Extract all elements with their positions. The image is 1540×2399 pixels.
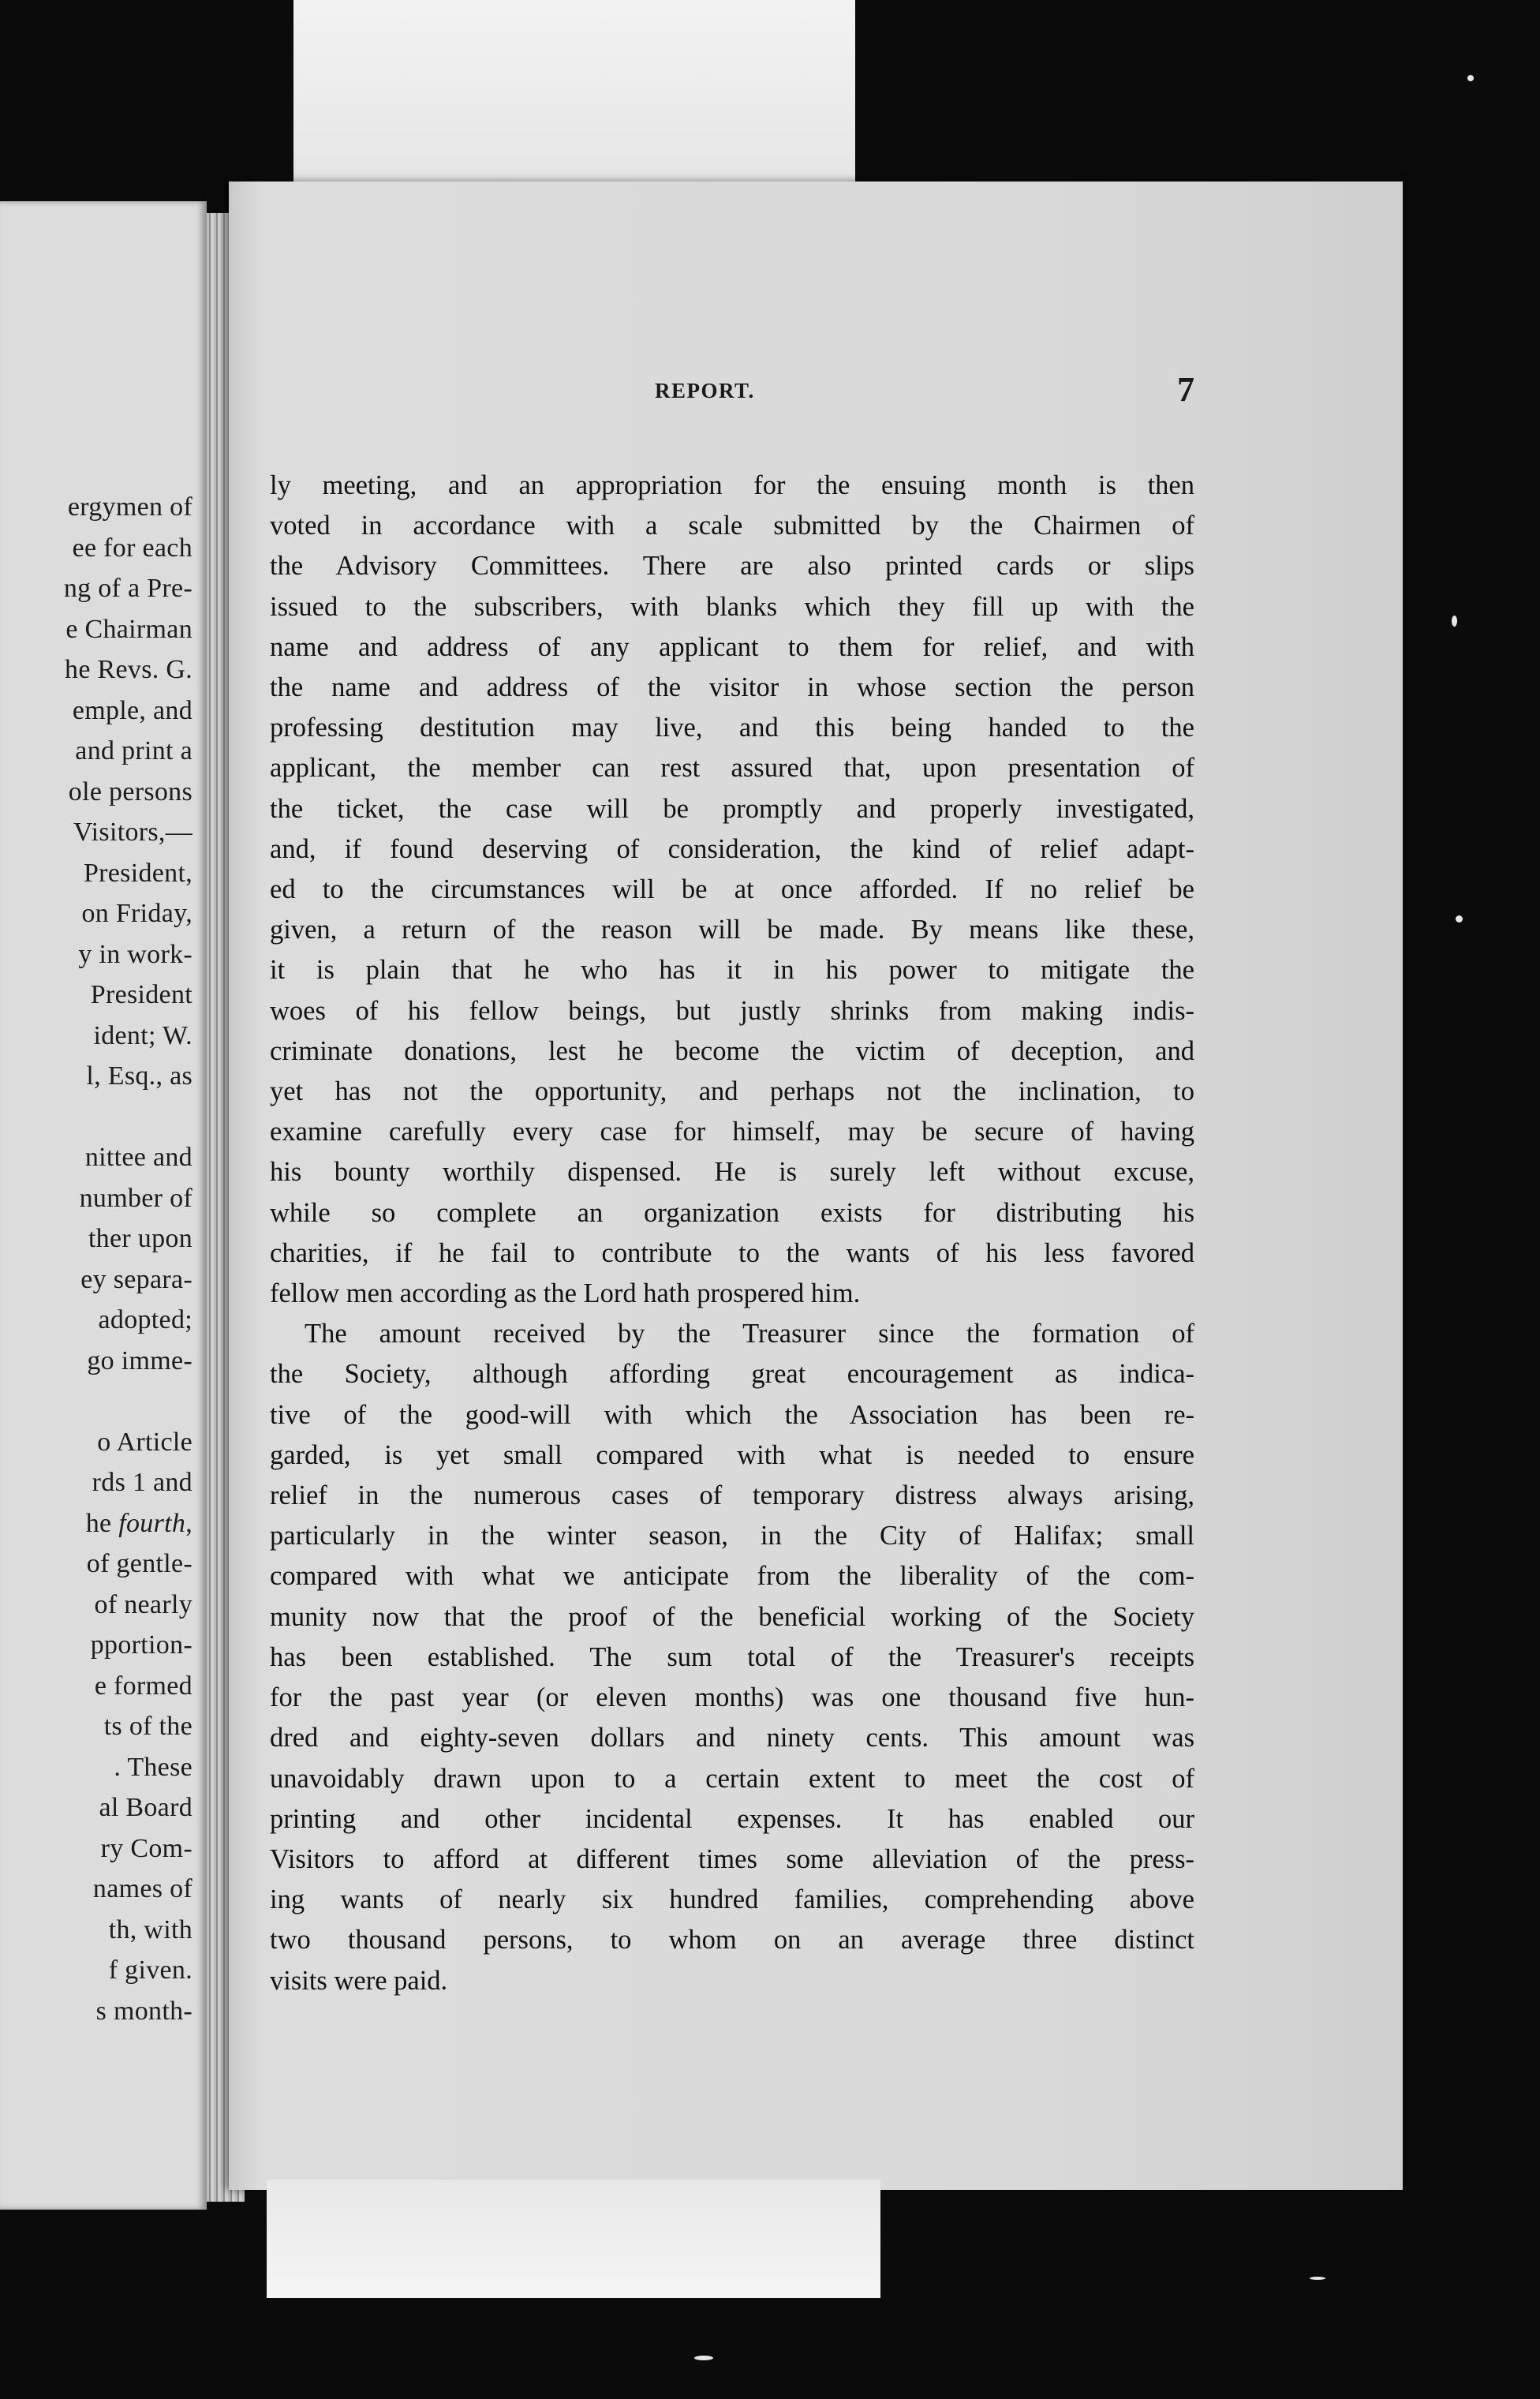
text-line: visits were paid. xyxy=(270,1965,448,1996)
text-line: munity now that the proof of the beneficial working of the Society xyxy=(270,1601,1194,1632)
previous-page-line: al Board xyxy=(99,1793,192,1822)
previous-page-line: . These xyxy=(114,1752,192,1782)
text-line: yet has not the opportunity, and perhaps not the inclination, to xyxy=(270,1076,1194,1107)
previous-page-line: pportion- xyxy=(90,1630,192,1660)
top-paper-strip xyxy=(293,0,855,189)
previous-page-line: names of xyxy=(92,1874,192,1903)
previous-page-line: of gentle- xyxy=(86,1549,192,1578)
text-line: fellow men according as the Lord hath prospered him. xyxy=(270,1278,861,1309)
dust-speck xyxy=(1467,75,1474,81)
text-line: charities, if he fail to contribute to the wants of his less favored xyxy=(270,1237,1194,1268)
previous-page-line: adopted; xyxy=(98,1305,192,1334)
text-line: The amount received by the Treasurer since the formation of xyxy=(305,1319,1194,1349)
previous-page-line: ng of a Pre- xyxy=(63,574,192,603)
previous-page-line: th, with xyxy=(108,1914,192,1944)
text-line: issued to the subscribers, with blanks which they fill up with the xyxy=(270,591,1194,622)
text-line: and, if found deserving of consideration, the kind of relief adapt- xyxy=(270,833,1194,864)
previous-page-line: l, Esq., as xyxy=(86,1061,192,1091)
text-line: compared with what we anticipate from the liberality of the com- xyxy=(270,1561,1194,1592)
running-head: REPORT. xyxy=(655,379,755,402)
previous-page-line xyxy=(0,1097,192,1138)
bottom-paper-strip xyxy=(267,2180,880,2298)
text-line: applicant, the member can rest assured that, upon presentation of xyxy=(270,753,1194,784)
previous-page-line: ey separa- xyxy=(80,1264,192,1294)
previous-page-text xyxy=(0,487,192,2031)
text-line: his bounty worthily dispensed. He is surely left without excuse, xyxy=(270,1157,1194,1188)
previous-page xyxy=(0,201,207,2210)
previous-page-line: nittee and xyxy=(84,1143,192,1172)
page-number: 7 xyxy=(1177,370,1194,409)
previous-page-line: ident; W. xyxy=(93,1020,192,1050)
previous-page-line: he Revs. G. xyxy=(65,655,192,684)
text-line: the name and address of the visitor in whose section the person xyxy=(270,672,1194,703)
previous-page-line: e formed xyxy=(94,1671,192,1701)
text-line: relief in the numerous cases of temporary distress always arising, xyxy=(270,1480,1194,1511)
report-page xyxy=(229,182,1403,2190)
text-line: dred and eighty-seven dollars and ninety cents. This amount was xyxy=(270,1723,1194,1753)
previous-page-line: number of xyxy=(79,1183,192,1213)
previous-page-line: ergymen of xyxy=(67,492,192,522)
text-line: particularly in the winter season, in the City of Halifax; small xyxy=(270,1521,1194,1551)
previous-page-line: y in work- xyxy=(78,939,192,969)
previous-page-line: go imme- xyxy=(87,1345,192,1375)
previous-page-line: he fourth, xyxy=(85,1508,192,1538)
text-line: ly meeting, and an appropriation for the ensuing month is then xyxy=(270,470,1194,500)
dust-speck xyxy=(694,2356,713,2360)
text-line: the Society, although affording great encouragement as indica- xyxy=(270,1359,1194,1390)
text-line: it is plain that he who has it in his power to mitigate the xyxy=(270,955,1194,986)
previous-page-line: President, xyxy=(83,858,192,888)
previous-page-line: ts of the xyxy=(103,1712,192,1741)
text-line: tive of the good-will with which the Association has been re- xyxy=(270,1399,1194,1430)
text-line: ed to the circumstances will be at once afforded. If no relief be xyxy=(270,874,1194,905)
previous-page-line: emple, and xyxy=(72,695,192,725)
text-line: two thousand persons, to whom on an average three distinct xyxy=(270,1925,1194,1956)
dust-speck xyxy=(1456,915,1463,923)
dust-speck xyxy=(1452,616,1457,627)
body-text xyxy=(270,466,1194,2001)
previous-page-line: ther upon xyxy=(88,1224,192,1253)
text-line: criminate donations, lest he become the victim of deception, and xyxy=(270,1035,1194,1066)
previous-page-line: ole persons xyxy=(68,777,192,807)
text-line: the ticket, the case will be promptly and properly investigated, xyxy=(270,793,1194,824)
text-line: voted in accordance with a scale submitted by the Chairmen of xyxy=(270,511,1194,541)
previous-page-line: o Article xyxy=(97,1427,192,1457)
dust-speck xyxy=(1310,2277,1325,2280)
text-line: given, a return of the reason will be made. By means like these, xyxy=(270,915,1194,945)
previous-page-line: e Chairman xyxy=(65,614,192,644)
page-header xyxy=(229,370,1403,418)
previous-page-line: s month- xyxy=(95,1996,192,2026)
text-line: woes of his fellow beings, but justly shrinks from making indis- xyxy=(270,995,1194,1026)
text-line: name and address of any applicant to them for relief, and with xyxy=(270,631,1194,662)
previous-page-line: President xyxy=(90,980,192,1009)
text-line: garded, is yet small compared with what is needed to ensure xyxy=(270,1439,1194,1470)
text-line: professing destitution may live, and this being handed to the xyxy=(270,713,1194,743)
previous-page-line: of nearly xyxy=(94,1589,192,1619)
text-line: ing wants of nearly six hundred families, comprehending above xyxy=(270,1884,1194,1915)
previous-page-line xyxy=(0,1381,192,1422)
text-line: the Advisory Committees. There are also printed cards or slips xyxy=(270,551,1194,582)
paragraph-1 xyxy=(270,466,1194,1314)
text-line: examine carefully every case for himself, may be secure of having xyxy=(270,1117,1194,1147)
text-line: Visitors to afford at different times some alleviation of the press- xyxy=(270,1843,1194,1874)
text-line: while so complete an organization exists for distributing his xyxy=(270,1197,1194,1228)
previous-page-line: ee for each xyxy=(72,533,192,563)
previous-page-line: ry Com- xyxy=(100,1833,192,1863)
previous-page-line: Visitors,— xyxy=(73,818,192,847)
text-line: for the past year (or eleven months) was one thousand five hun- xyxy=(270,1682,1194,1713)
text-line: unavoidably drawn upon to a certain extent to meet the cost of xyxy=(270,1763,1194,1794)
previous-page-line: f given. xyxy=(108,1956,192,1985)
paragraph-2 xyxy=(270,1314,1194,2000)
previous-page-line: on Friday, xyxy=(81,899,192,928)
previous-page-line: and print a xyxy=(75,736,192,765)
previous-page-line: rds 1 and xyxy=(92,1468,192,1497)
text-line: printing and other incidental expenses. It has enabled our xyxy=(270,1803,1194,1834)
text-line: has been established. The sum total of the Treasurer's receipts xyxy=(270,1641,1194,1672)
